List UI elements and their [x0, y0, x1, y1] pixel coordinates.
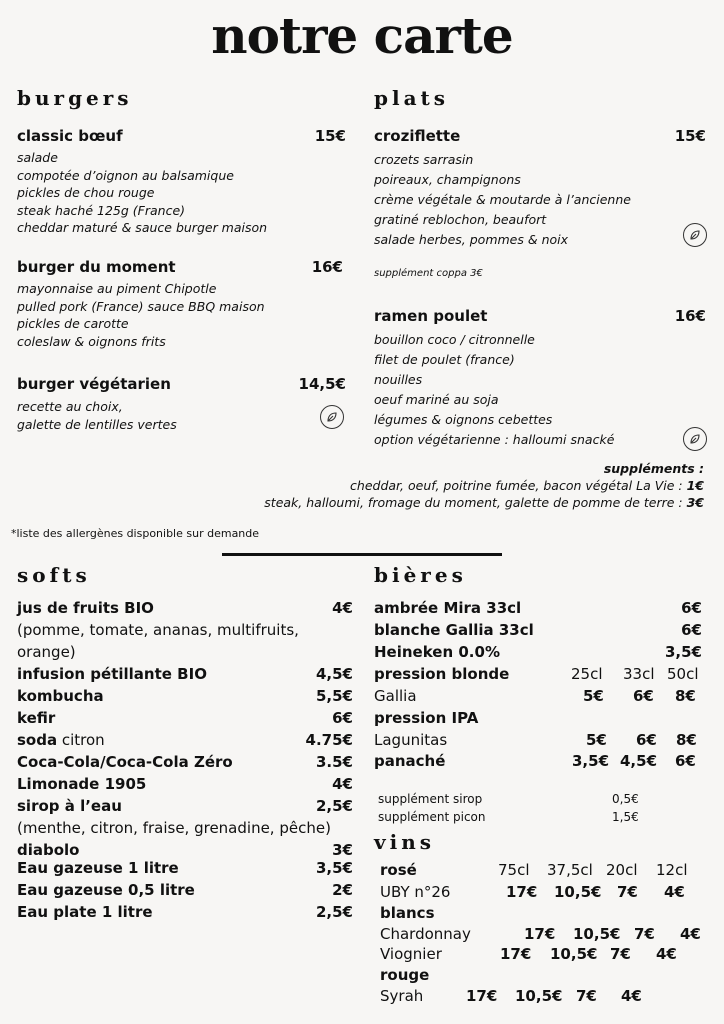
- desc-line: crozets sarrasin: [374, 152, 474, 167]
- supplement-text: cheddar, oeuf, poitrine fumée, bacon végétal La Vie :: [350, 478, 683, 493]
- drink-price: 2,5€: [315, 797, 353, 815]
- beers-list: [374, 597, 702, 663]
- drink-row: [17, 729, 353, 751]
- wine-price: 17€: [524, 925, 556, 943]
- desc-line: mayonnaise au piment Chipotle: [17, 281, 217, 296]
- drink-name: pression blonde: [374, 665, 510, 683]
- supplements-block: [264, 460, 704, 511]
- drink-row: [17, 751, 353, 773]
- drink-price: 3€: [332, 841, 353, 859]
- drink-name: sirop à l’eau: [17, 797, 122, 815]
- drink-price: 6€: [633, 687, 654, 705]
- wine-price: 17€: [506, 883, 538, 901]
- size-label: 33cl: [623, 665, 655, 683]
- drink-name: ambrée Mira 33cl: [374, 599, 522, 617]
- wine-price: 10,5€: [550, 945, 598, 963]
- drink-row: [17, 901, 353, 923]
- allergens-note: *liste des allergènes disponible sur demande: [11, 527, 260, 540]
- size-label: 25cl: [571, 665, 603, 683]
- supplement-text: steak, halloumi, fromage du moment, galette de pomme de terre :: [264, 495, 683, 510]
- wine-name: Syrah: [380, 987, 424, 1005]
- wine-price: 4€: [664, 883, 685, 901]
- size-label: 75cl: [498, 861, 530, 879]
- menu-item: [17, 127, 346, 145]
- drink-price: 4€: [332, 599, 353, 617]
- section-heading-softs: softs: [17, 563, 91, 587]
- drink-price: 6€: [332, 709, 353, 727]
- drink-name: blanche Gallia 33cl: [374, 621, 534, 639]
- drink-name: [17, 729, 105, 751]
- supplement-name: supplément picon: [378, 810, 486, 824]
- drink-name: infusion pétillante BIO: [17, 665, 207, 683]
- drink-price: 3,5€: [572, 752, 610, 770]
- drink-row: [374, 641, 702, 663]
- desc-line: compotée d’oignon au balsamique: [17, 167, 234, 183]
- vegetarian-leaf-icon: [320, 405, 344, 429]
- item-price: 16€: [311, 258, 343, 276]
- drink-row: [17, 685, 353, 707]
- drink-price: 6€: [675, 752, 696, 770]
- item-price: 14,5€: [298, 375, 346, 393]
- item-description: [17, 398, 177, 433]
- wine-price: 10,5€: [573, 925, 621, 943]
- desc-line: crème végétale & moutarde à l’ancienne: [374, 192, 631, 207]
- item-name: ramen poulet: [374, 307, 488, 325]
- drink-price: 4,5€: [315, 665, 353, 683]
- item-price: 16€: [674, 307, 706, 325]
- softs-list: [17, 597, 353, 861]
- drink-price: 3.5€: [315, 753, 353, 771]
- drink-price: 8€: [675, 687, 696, 705]
- drink-row: [17, 795, 353, 817]
- supplement-name: supplément sirop: [378, 792, 483, 806]
- item-name: burger végétarien: [17, 375, 171, 393]
- drink-price: 5€: [583, 687, 604, 705]
- drink-price: 5,5€: [315, 687, 353, 705]
- beer-supplement-prices: [612, 790, 639, 826]
- desc-line: nouilles: [374, 372, 423, 387]
- desc-line: pickles de chou rouge: [17, 185, 155, 200]
- wine-price: 10,5€: [515, 987, 563, 1005]
- beer-brand: Lagunitas: [374, 731, 448, 749]
- wine-price: 10,5€: [554, 883, 602, 901]
- drink-price: 2€: [332, 881, 353, 899]
- wine-price: 7€: [610, 945, 631, 963]
- desc-line: pickles de carotte: [17, 316, 129, 331]
- item-name: burger du moment: [17, 258, 176, 276]
- item-description: [374, 150, 631, 250]
- drink-name-bold: soda: [17, 731, 58, 749]
- menu-item: [374, 127, 706, 145]
- drink-name: pression IPA: [374, 709, 479, 727]
- supplement-price: 1€: [686, 478, 704, 493]
- supplement-price: 0,5€: [612, 792, 639, 806]
- wine-category: rouge: [380, 966, 430, 984]
- drink-price: 3,5€: [664, 643, 702, 661]
- drink-price: 2,5€: [315, 903, 353, 921]
- desc-line: option végétarienne : halloumi snacké: [374, 432, 615, 447]
- desc-line: oeuf mariné au soja: [374, 392, 499, 407]
- desc-line: coleslaw & oignons frits: [17, 333, 166, 349]
- wine-price: 17€: [466, 987, 498, 1005]
- drink-name: Eau plate 1 litre: [17, 903, 153, 921]
- drink-name: Eau gazeuse 1 litre: [17, 859, 179, 877]
- drink-row: [374, 619, 702, 641]
- size-label: 37,5cl: [547, 861, 593, 879]
- item-price: 15€: [314, 127, 346, 145]
- drink-name: diabolo: [17, 841, 80, 859]
- drink-row: [17, 879, 353, 901]
- wine-price: 7€: [576, 987, 597, 1005]
- item-name: classic bœuf: [17, 127, 123, 145]
- size-label: 12cl: [656, 861, 688, 879]
- desc-line: salade: [17, 150, 58, 165]
- wine-price: 7€: [634, 925, 655, 943]
- drink-price: 4€: [332, 775, 353, 793]
- wine-name: UBY n°26: [380, 883, 451, 901]
- wine-price: 4€: [656, 945, 677, 963]
- size-label: 20cl: [606, 861, 638, 879]
- drink-price: 4,5€: [620, 752, 658, 770]
- item-description: [17, 280, 265, 350]
- desc-line: bouillon coco / citronnelle: [374, 332, 535, 347]
- desc-line: steak haché 125g (France): [17, 202, 186, 218]
- desc-line: poireaux, champignons: [374, 172, 521, 187]
- section-heading-bieres: bières: [374, 563, 467, 587]
- drink-price: 6€: [636, 731, 657, 749]
- drink-row: [17, 857, 353, 879]
- waters-list: [17, 857, 353, 923]
- menu-item: [17, 375, 346, 393]
- wine-name: Chardonnay: [380, 925, 471, 943]
- drink-note: (menthe, citron, fraise, grenadine, pêche): [17, 819, 331, 837]
- drink-price: 4.75€: [305, 731, 353, 749]
- section-heading-burgers: burgers: [17, 86, 133, 110]
- desc-line: recette au choix,: [17, 399, 123, 414]
- wine-price: 17€: [500, 945, 532, 963]
- item-description: [17, 149, 267, 237]
- drink-name: panaché: [374, 752, 446, 770]
- section-divider: [222, 553, 502, 556]
- wine-price: 4€: [680, 925, 701, 943]
- beer-supplements: [378, 790, 486, 826]
- wine-price: 7€: [617, 883, 638, 901]
- drink-price: 6€: [681, 599, 702, 617]
- vegetarian-leaf-icon: [683, 223, 707, 247]
- drink-price: 5€: [586, 731, 607, 749]
- drink-name: Eau gazeuse 0,5 litre: [17, 881, 195, 899]
- menu-item: [374, 307, 706, 325]
- wine-name: Viognier: [380, 945, 442, 963]
- drink-note: (pomme, tomate, ananas, multifruits, orange): [17, 621, 299, 661]
- drink-name: jus de fruits BIO: [17, 599, 154, 617]
- desc-line: gratiné reblochon, beaufort: [374, 212, 547, 227]
- drink-price: 6€: [681, 621, 702, 639]
- drink-row: [17, 773, 353, 795]
- wine-price: 4€: [621, 987, 642, 1005]
- drink-row: [374, 597, 702, 619]
- desc-line: salade herbes, pommes & noix: [374, 232, 569, 247]
- drink-row: [17, 663, 353, 685]
- vegetarian-leaf-icon: [683, 427, 707, 451]
- desc-line: filet de poulet (france): [374, 352, 515, 367]
- section-heading-vins: vins: [374, 830, 436, 854]
- desc-line: galette de lentilles vertes: [17, 416, 177, 432]
- wine-category: blancs: [380, 904, 435, 922]
- wine-category: rosé: [380, 861, 417, 879]
- page-title: notre carte: [211, 6, 513, 65]
- size-label: 50cl: [667, 665, 699, 683]
- drink-variant: citron: [57, 731, 105, 749]
- item-name: croziflette: [374, 127, 461, 145]
- desc-line: légumes & oignons cebettes: [374, 412, 553, 427]
- drink-name: kombucha: [17, 687, 104, 705]
- drink-name: kefir: [17, 709, 56, 727]
- supplements-line: [264, 477, 704, 494]
- section-heading-plats: plats: [374, 86, 450, 110]
- item-description: [374, 330, 614, 450]
- drink-name: Coca-Cola/Coca-Cola Zéro: [17, 753, 233, 771]
- drink-row: [17, 597, 353, 619]
- beer-brand: Gallia: [374, 687, 417, 705]
- drink-price: 8€: [676, 731, 697, 749]
- drink-name: Limonade 1905: [17, 775, 147, 793]
- supplements-label: suppléments :: [603, 461, 704, 476]
- drink-name: Heineken 0.0%: [374, 643, 500, 661]
- menu-item: [17, 258, 343, 276]
- desc-line: cheddar maturé & sauce burger maison: [17, 220, 268, 235]
- supplement-price: 1,5€: [612, 810, 639, 824]
- item-price: 15€: [674, 127, 706, 145]
- supplement-price: 3€: [686, 495, 704, 510]
- desc-line: pulled pork (France) sauce BBQ maison: [17, 298, 265, 314]
- supplement-coppa: supplément coppa 3€: [374, 268, 483, 279]
- drink-price: 3,5€: [315, 859, 353, 877]
- supplements-line: [264, 494, 704, 511]
- drink-row: [17, 707, 353, 729]
